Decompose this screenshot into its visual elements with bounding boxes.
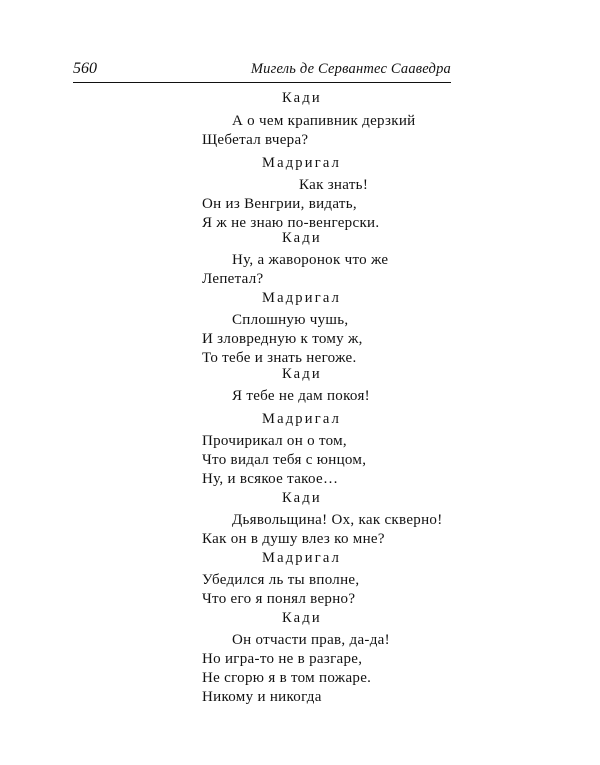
verse-line: То тебе и знать негоже. xyxy=(202,350,357,366)
speaker-name: Мадригал xyxy=(262,155,342,171)
verse-line: Что видал тебя с юнцом, xyxy=(202,452,367,468)
verse-line: Лепетал? xyxy=(202,271,264,287)
verse-line: Не сгорю я в том пожаре. xyxy=(202,670,372,686)
header-rule xyxy=(73,82,451,83)
verse-line: Сплошную чушь, xyxy=(232,312,349,328)
speaker-name: Кади xyxy=(282,490,322,506)
verse-line: Дьявольщина! Ох, как скверно! xyxy=(232,512,443,528)
speaker-name: Кади xyxy=(282,230,322,246)
verse-line: Я тебе не дам покоя! xyxy=(232,388,370,404)
verse-line: Никому и никогда xyxy=(202,689,322,705)
verse-line: Он отчасти прав, да-да! xyxy=(232,632,390,648)
verse-line: Прочирикал он о том, xyxy=(202,433,347,449)
verse-line: И зловредную к тому ж, xyxy=(202,331,363,347)
verse-line: А о чем крапивник дерзкий xyxy=(232,113,416,129)
speaker-name: Мадригал xyxy=(262,290,342,306)
verse-line: Но игра-то не в разгаре, xyxy=(202,651,363,667)
speaker-name: Кади xyxy=(282,610,322,626)
verse-line: Я ж не знаю по-венгерски. xyxy=(202,215,380,231)
page-number: 560 xyxy=(73,60,97,77)
speaker-name: Кади xyxy=(282,90,322,106)
verse-line: Он из Венгрии, видать, xyxy=(202,196,357,212)
verse-line: Ну, и всякое такое… xyxy=(202,471,339,487)
running-header xyxy=(73,60,451,84)
speaker-name: Мадригал xyxy=(262,411,342,427)
verse-line: Что его я понял верно? xyxy=(202,591,356,607)
speaker-name: Кади xyxy=(282,366,322,382)
verse-line: Щебетал вчера? xyxy=(202,132,309,148)
verse-line: Как он в душу влез ко мне? xyxy=(202,531,385,547)
verse-line: Ну, а жаворонок что же xyxy=(232,252,389,268)
running-title: Мигель де Сервантес Сааведра xyxy=(250,61,451,77)
verse-line: Как знать! xyxy=(299,177,369,193)
verse-line: Убедился ль ты вполне, xyxy=(202,572,360,588)
speaker-name: Мадригал xyxy=(262,550,342,566)
